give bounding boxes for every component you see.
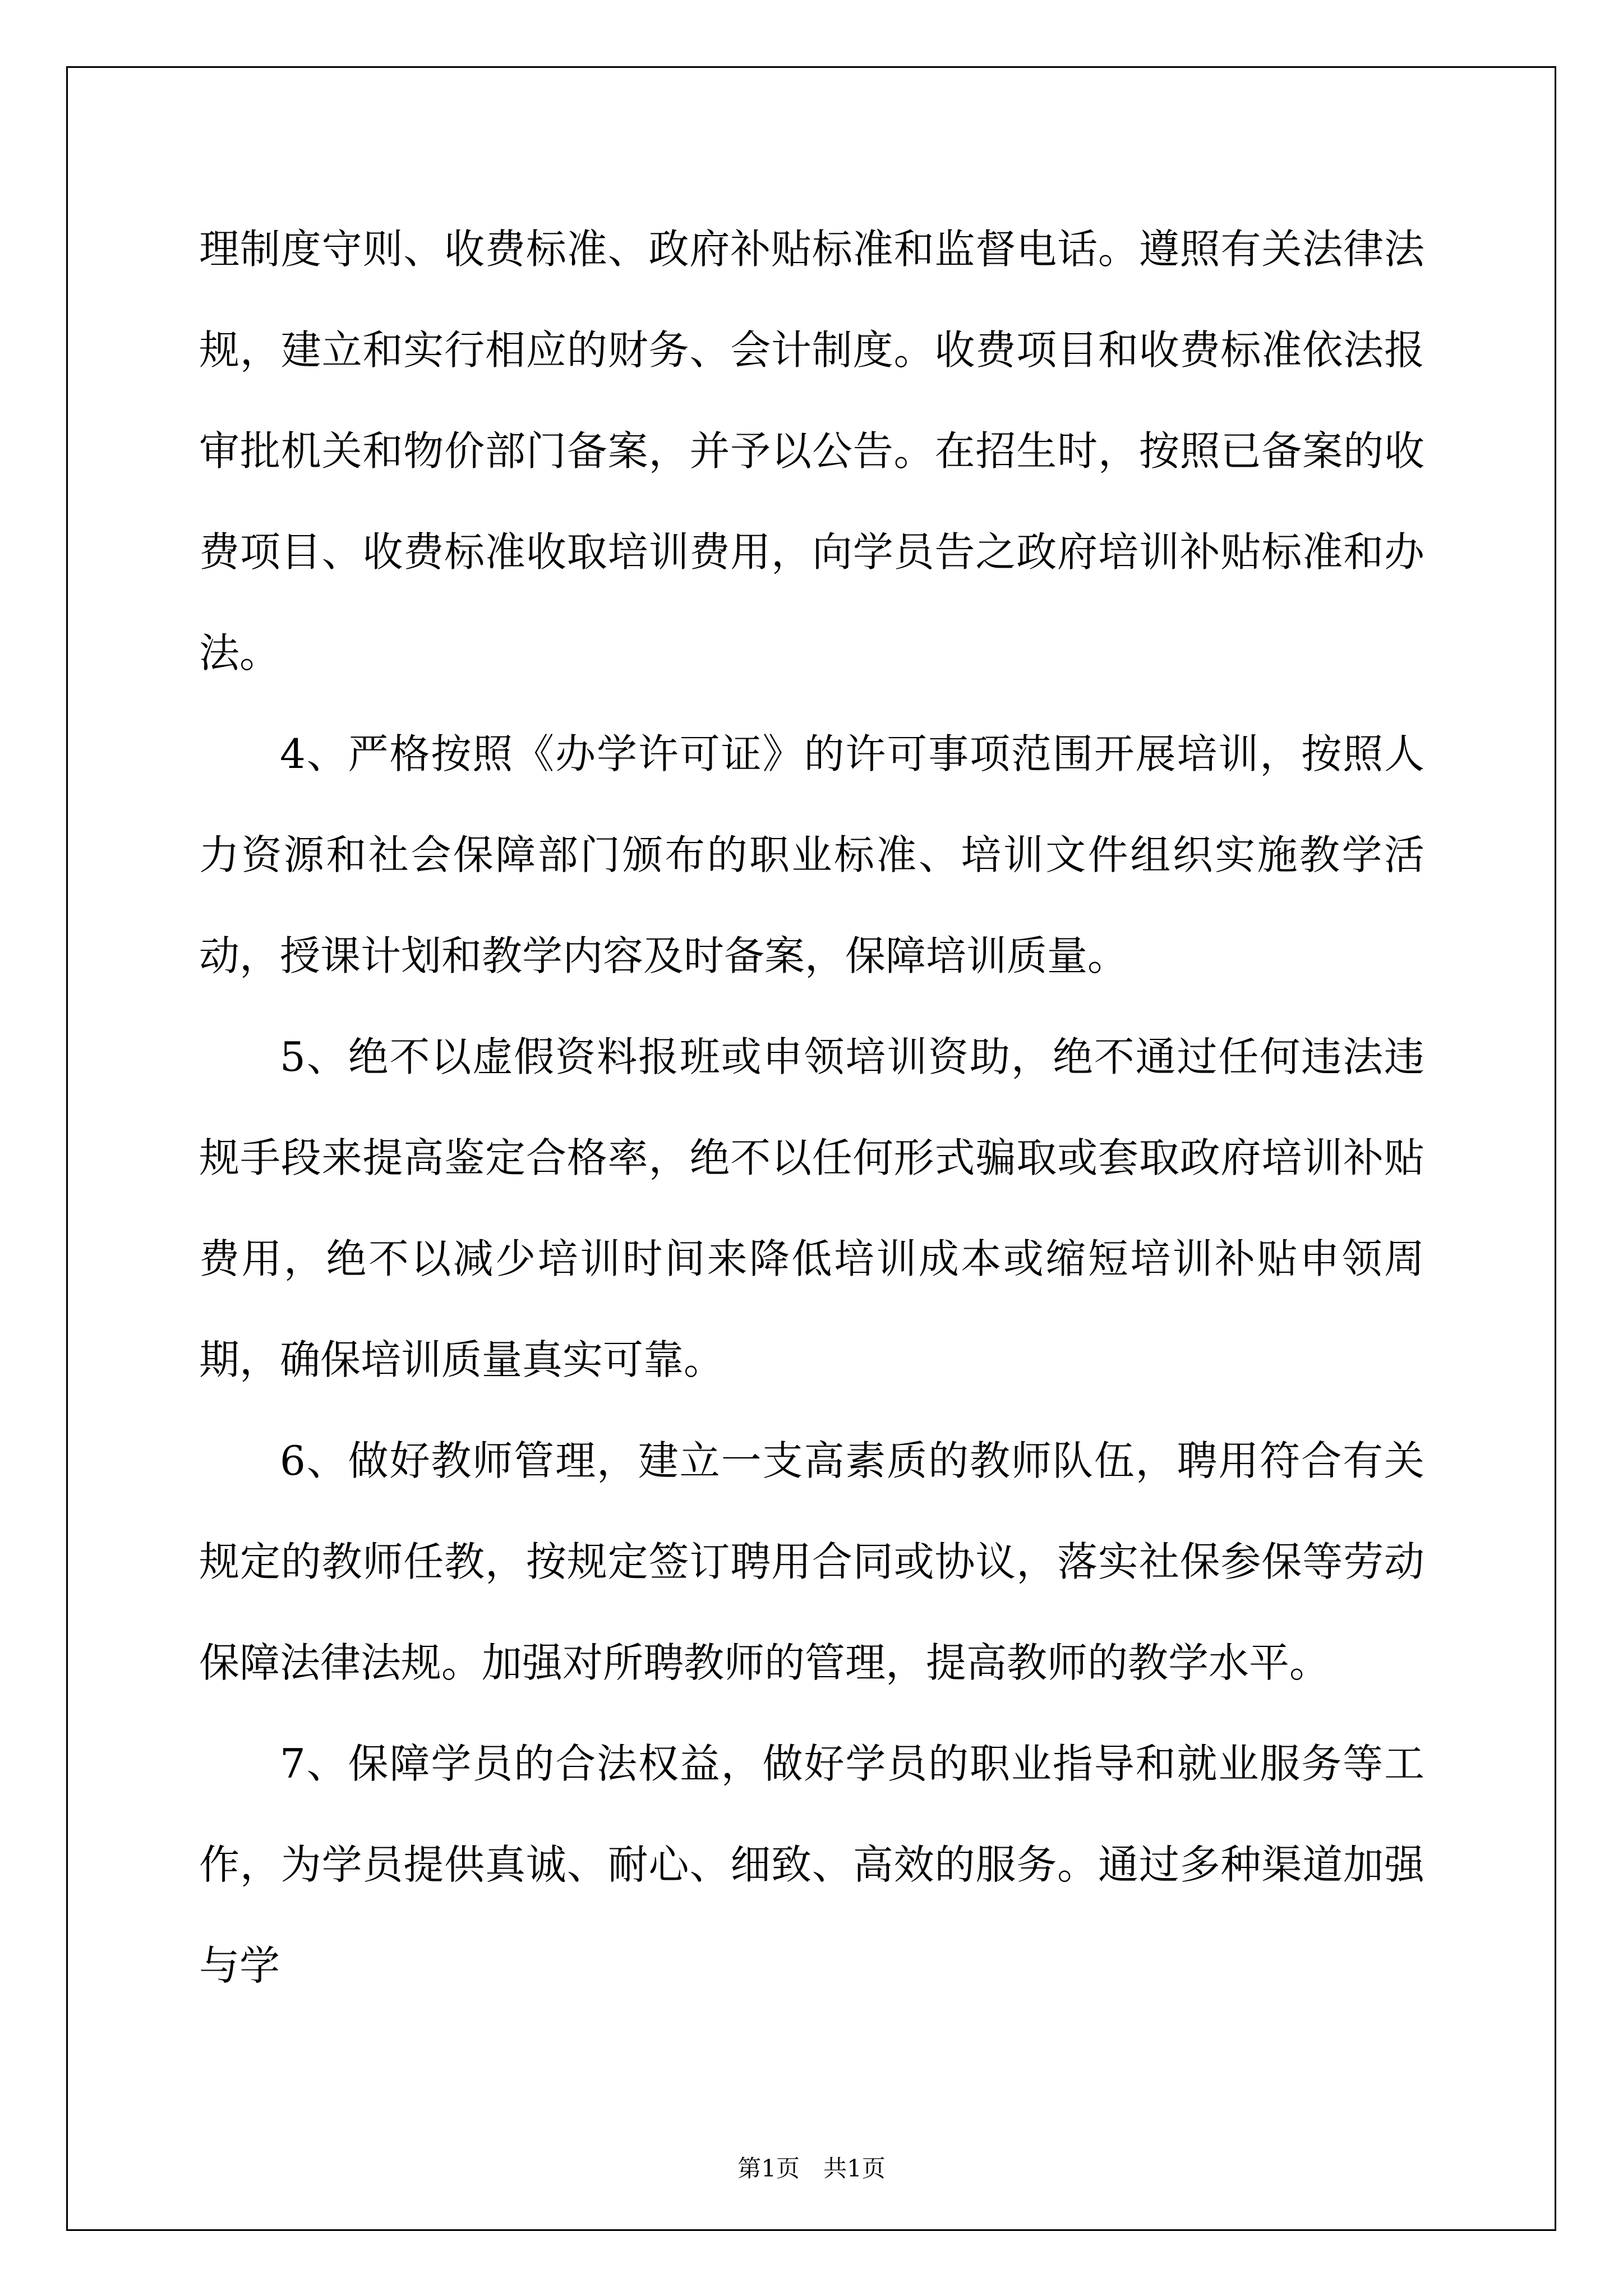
paragraph-item-4: 4、严格按照《办学许可证》的许可事项范围开展培训，按照人力资源和社会保障部门颁布的职业标准、培训文件组织实施教学活动，授课计划和教学内容及时备案，保障培训质量。 <box>199 730 1424 979</box>
paragraph-item-7: 7、保障学员的合法权益，做好学员的职业指导和就业服务等工作，为学员提供真诚、耐心、细致、高效的服务。通过多种渠道加强与学 <box>199 1740 1424 1989</box>
paragraph-item-5: 5、绝不以虚假资料报班或申领培训资助，绝不通过任何违法违规手段来提高鉴定合格率，绝不以任何形式骗取或套取政府培训补贴费用，绝不以减少培训时间来降低培训成本或缩短培训补贴申领周期，确保培训质量真实可靠。 <box>199 1033 1424 1383</box>
paragraph-continuation: 理制度守则、收费标准、政府补贴标准和监督电话。遵照有关法律法规，建立和实行相应的财务、会计制度。收费项目和收费标准依法报审批机关和物价部门备案，并予以公告。在招生时，按照已备案的收费项目、收费标准收取培训费用，向学员告之政府培训补贴标准和办法。 <box>199 226 1424 677</box>
document-body <box>199 199 1424 2016</box>
paragraph-item-6: 6、做好教师管理，建立一支高素质的教师队伍，聘用符合有关规定的教师任教，按规定签订聘用合同或协议，落实社保参保等劳动保障法律法规。加强对所聘教师的管理，提高教师的教学水平。 <box>199 1437 1424 1686</box>
page-number-footer: 第1页 共1页 <box>737 2155 886 2182</box>
